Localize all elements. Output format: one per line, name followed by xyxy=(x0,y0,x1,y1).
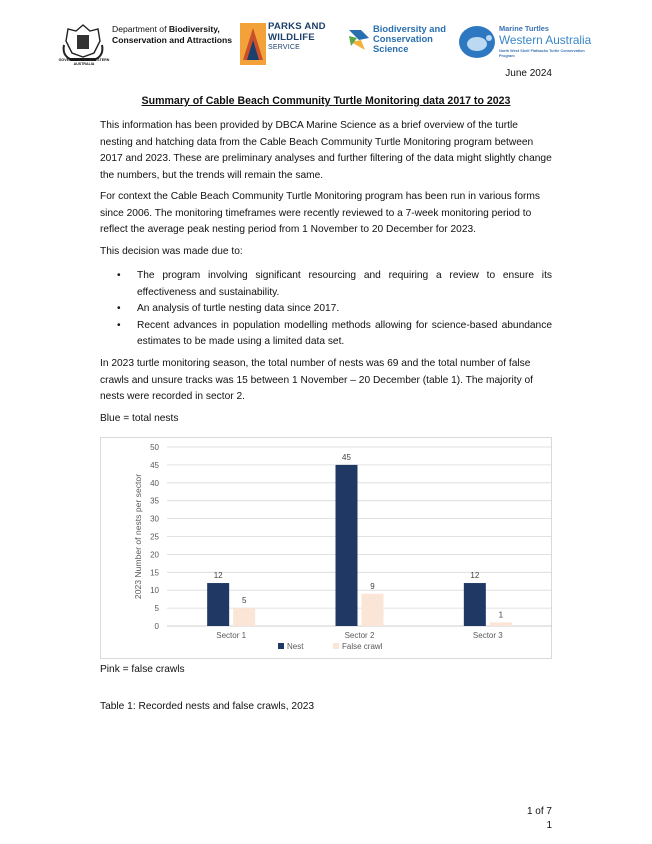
blue-caption: Blue = total nests xyxy=(100,413,179,424)
decision-reasons-list xyxy=(100,268,552,351)
marine-turtles-title: Marine Turtles xyxy=(499,24,549,33)
data-label: 45 xyxy=(342,452,351,462)
page-number: 1 xyxy=(546,820,552,831)
marine-turtles-region: Western Australia xyxy=(499,33,592,47)
crest-caption: GOVERNMENT OF WESTERN AUSTRALIA xyxy=(58,58,110,67)
pink-caption: Pink = false crawls xyxy=(100,664,185,675)
bar-nest xyxy=(207,583,229,626)
bar-false-crawl xyxy=(362,594,384,626)
y-tick-label: 20 xyxy=(150,550,159,560)
y-tick-label: 25 xyxy=(150,532,159,542)
intro-paragraph: This information has been provided by DBCA Marine Science as a brief overview of the turtle nesting and hatching data from the Cable Beach Community Turtle Monitoring program between 2017 and 2023. These are preliminary analyses and further filtering of the data might slightly change the numbers, but the trends will remain the same. xyxy=(100,120,552,181)
y-axis-label: 2023 Number of nests per sector xyxy=(133,473,143,600)
page-count: 1 of 7 xyxy=(526,806,552,817)
document-title: Summary of Cable Beach Community Turtle Monitoring data 2017 to 2023 xyxy=(141,95,511,107)
data-label: 12 xyxy=(213,571,223,581)
document-date: June 2024 xyxy=(505,68,552,79)
y-tick-label: 15 xyxy=(150,568,159,578)
y-tick-label: 45 xyxy=(150,460,159,470)
decision-paragraph: This decision was made due to: xyxy=(100,246,243,257)
data-label: 5 xyxy=(241,596,247,606)
bcs-logo-icon xyxy=(347,26,371,52)
data-label: 1 xyxy=(498,610,504,620)
data-label: 9 xyxy=(370,581,375,591)
list-item: • An analysis of turtle nesting data since 2017. xyxy=(117,303,340,314)
y-tick-label: 40 xyxy=(150,478,159,488)
legend-swatch xyxy=(278,643,284,649)
bar-nest xyxy=(464,583,486,626)
x-tick-label: Sector 1 xyxy=(216,631,247,640)
x-tick-label: Sector 2 xyxy=(344,631,375,640)
season-summary-paragraph: In 2023 turtle monitoring season, the total number of nests was 69 and the total number of false crawls and unsure tracks was 15 between 1 November – 20 December (table 1). The majority of nests were recorded in sector 2. xyxy=(100,358,533,402)
y-tick-label: 30 xyxy=(150,514,159,524)
x-tick-label: Sector 3 xyxy=(472,631,503,640)
parks-wildlife-wordmark: PARKS AND WILDLIFE SERVICE xyxy=(268,21,326,52)
y-tick-label: 50 xyxy=(150,443,159,452)
bar-false-crawl xyxy=(490,622,512,626)
y-tick-label: 5 xyxy=(154,604,159,614)
legend-label: False crawl xyxy=(342,642,383,651)
legend-label: Nest xyxy=(287,642,304,651)
table-caption: Table 1: Recorded nests and false crawls, 2023 xyxy=(100,701,315,712)
nests-bar-chart xyxy=(100,437,552,659)
department-name: Department of Biodiversity, Conservation and Attractions xyxy=(112,24,233,45)
bcs-wordmark: Biodiversity and Conservation Science xyxy=(373,23,446,54)
y-tick-label: 10 xyxy=(150,586,159,596)
bar-nest xyxy=(336,465,358,626)
data-label: 12 xyxy=(470,571,480,581)
y-tick-label: 0 xyxy=(154,622,159,631)
bar-false-crawl xyxy=(233,608,255,626)
legend-swatch xyxy=(333,643,339,649)
list-item: • The program involving significant resourcing and requiring a review to ensure its effectiveness and sustainability. xyxy=(117,270,552,298)
marine-turtles-subtitle: North West Shelf Flatbacks Turtle Conservation Program xyxy=(499,49,585,58)
context-paragraph: For context the Cable Beach Community Turtle Monitoring program has been run in various forms since 2006. The monitoring timeframes were recently reviewed to a 7-week monitoring period to reflect the average peak nesting period from 1 November to 20 December for 2023. xyxy=(100,191,540,235)
turtle-logo-icon xyxy=(455,22,499,62)
y-tick-label: 35 xyxy=(150,496,159,506)
list-item: • Recent advances in population modelling methods allowing for science-based abundance estimates to be made using a limited data set. xyxy=(117,319,552,347)
